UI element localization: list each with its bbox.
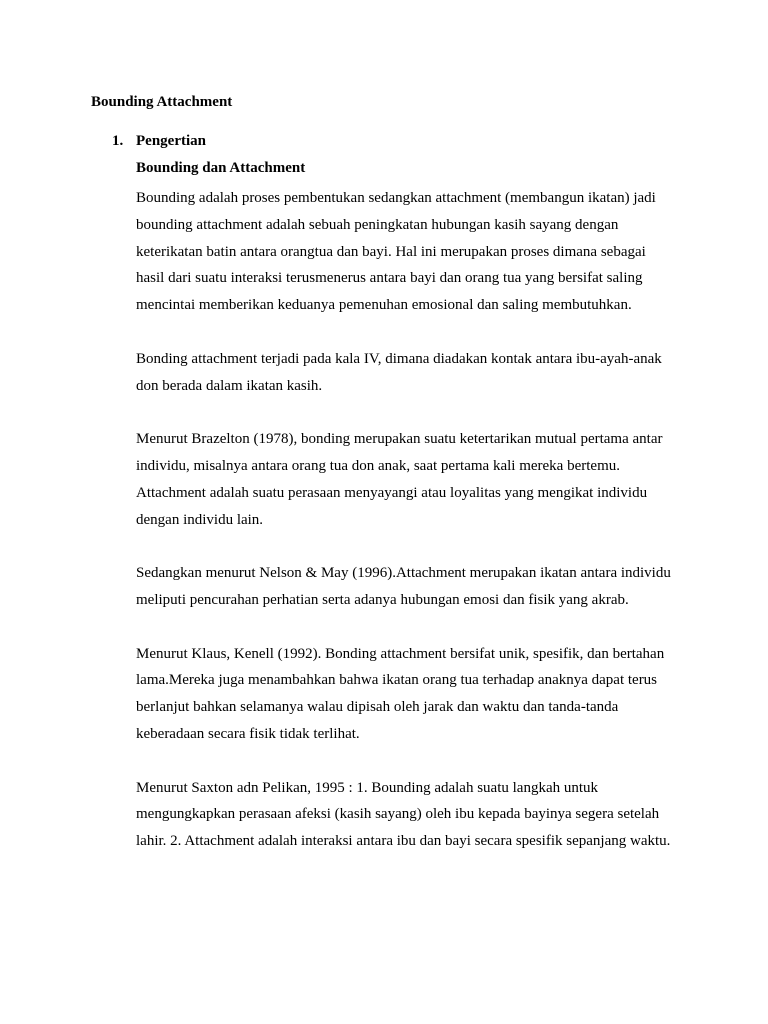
paragraph-nelson-may: Sedangkan menurut Nelson & May (1996).Attachment merupakan ikatan antara individu meliputi pencurahan perhatian serta adanya hubungan emosi dan fisik yang akrab. (136, 565, 671, 608)
section-number: 1. (112, 133, 124, 149)
paragraph-klaus-kenell: Menurut Klaus, Kenell (1992). Bonding attachment bersifat unik, spesifik, dan bertahan lama.Mereka juga menambahkan bahwa ikatan orang tua terhadap anaknya dapat terus berlanjut bahkan selamanya walau dipisah oleh jarak dan waktu dan tanda-tanda keberadaan secara fisik tidak terlihat. (136, 645, 665, 742)
section-body (136, 132, 692, 882)
paragraph-definition: Bounding adalah proses pembentukan sedangkan attachment (membangun ikatan) jadi bounding attachment adalah sebuah peningkatan hubungan kasih sayang dengan keterikatan batin antara orangtua dan bayi. Hal ini merupakan proses dimana sebagai hasil dari suatu interaksi terusmenerus antara bayi dan orang tua yang bersifat saling mencintai memberikan keduanya pemenuhan emosional dan saling membutuhkan. (136, 190, 656, 314)
section-heading: Pengertian (136, 133, 206, 149)
document-title: Bounding Attachment (91, 94, 233, 110)
paragraph-kala-iv: Bonding attachment terjadi pada kala IV, dimana diadakan kontak antara ibu-ayah-anak don berada dalam ikatan kasih. (136, 350, 662, 394)
paragraph-brazelton: Menurut Brazelton (1978), bonding merupakan suatu ketertarikan mutual pertama antar individu, misalnya antara orang tua don anak, saat pertama kali mereka bertemu. Attachment adalah suatu perasaan menyayangi atau loyalitas yang mengikat individu dengan individu lain. (136, 431, 663, 528)
sub-heading: Bounding dan Attachment (136, 160, 306, 176)
paragraph-saxton-pelikan: Menurut Saxton adn Pelikan, 1995 : 1. Bounding adalah suatu langkah untuk mengungkapkan perasaan afeksi (kasih sayang) oleh ibu kepada bayinya segera setelah lahir. 2. Attachment adalah interaksi antara ibu dan bayi secara spesifik sepanjang waktu. (136, 779, 671, 850)
